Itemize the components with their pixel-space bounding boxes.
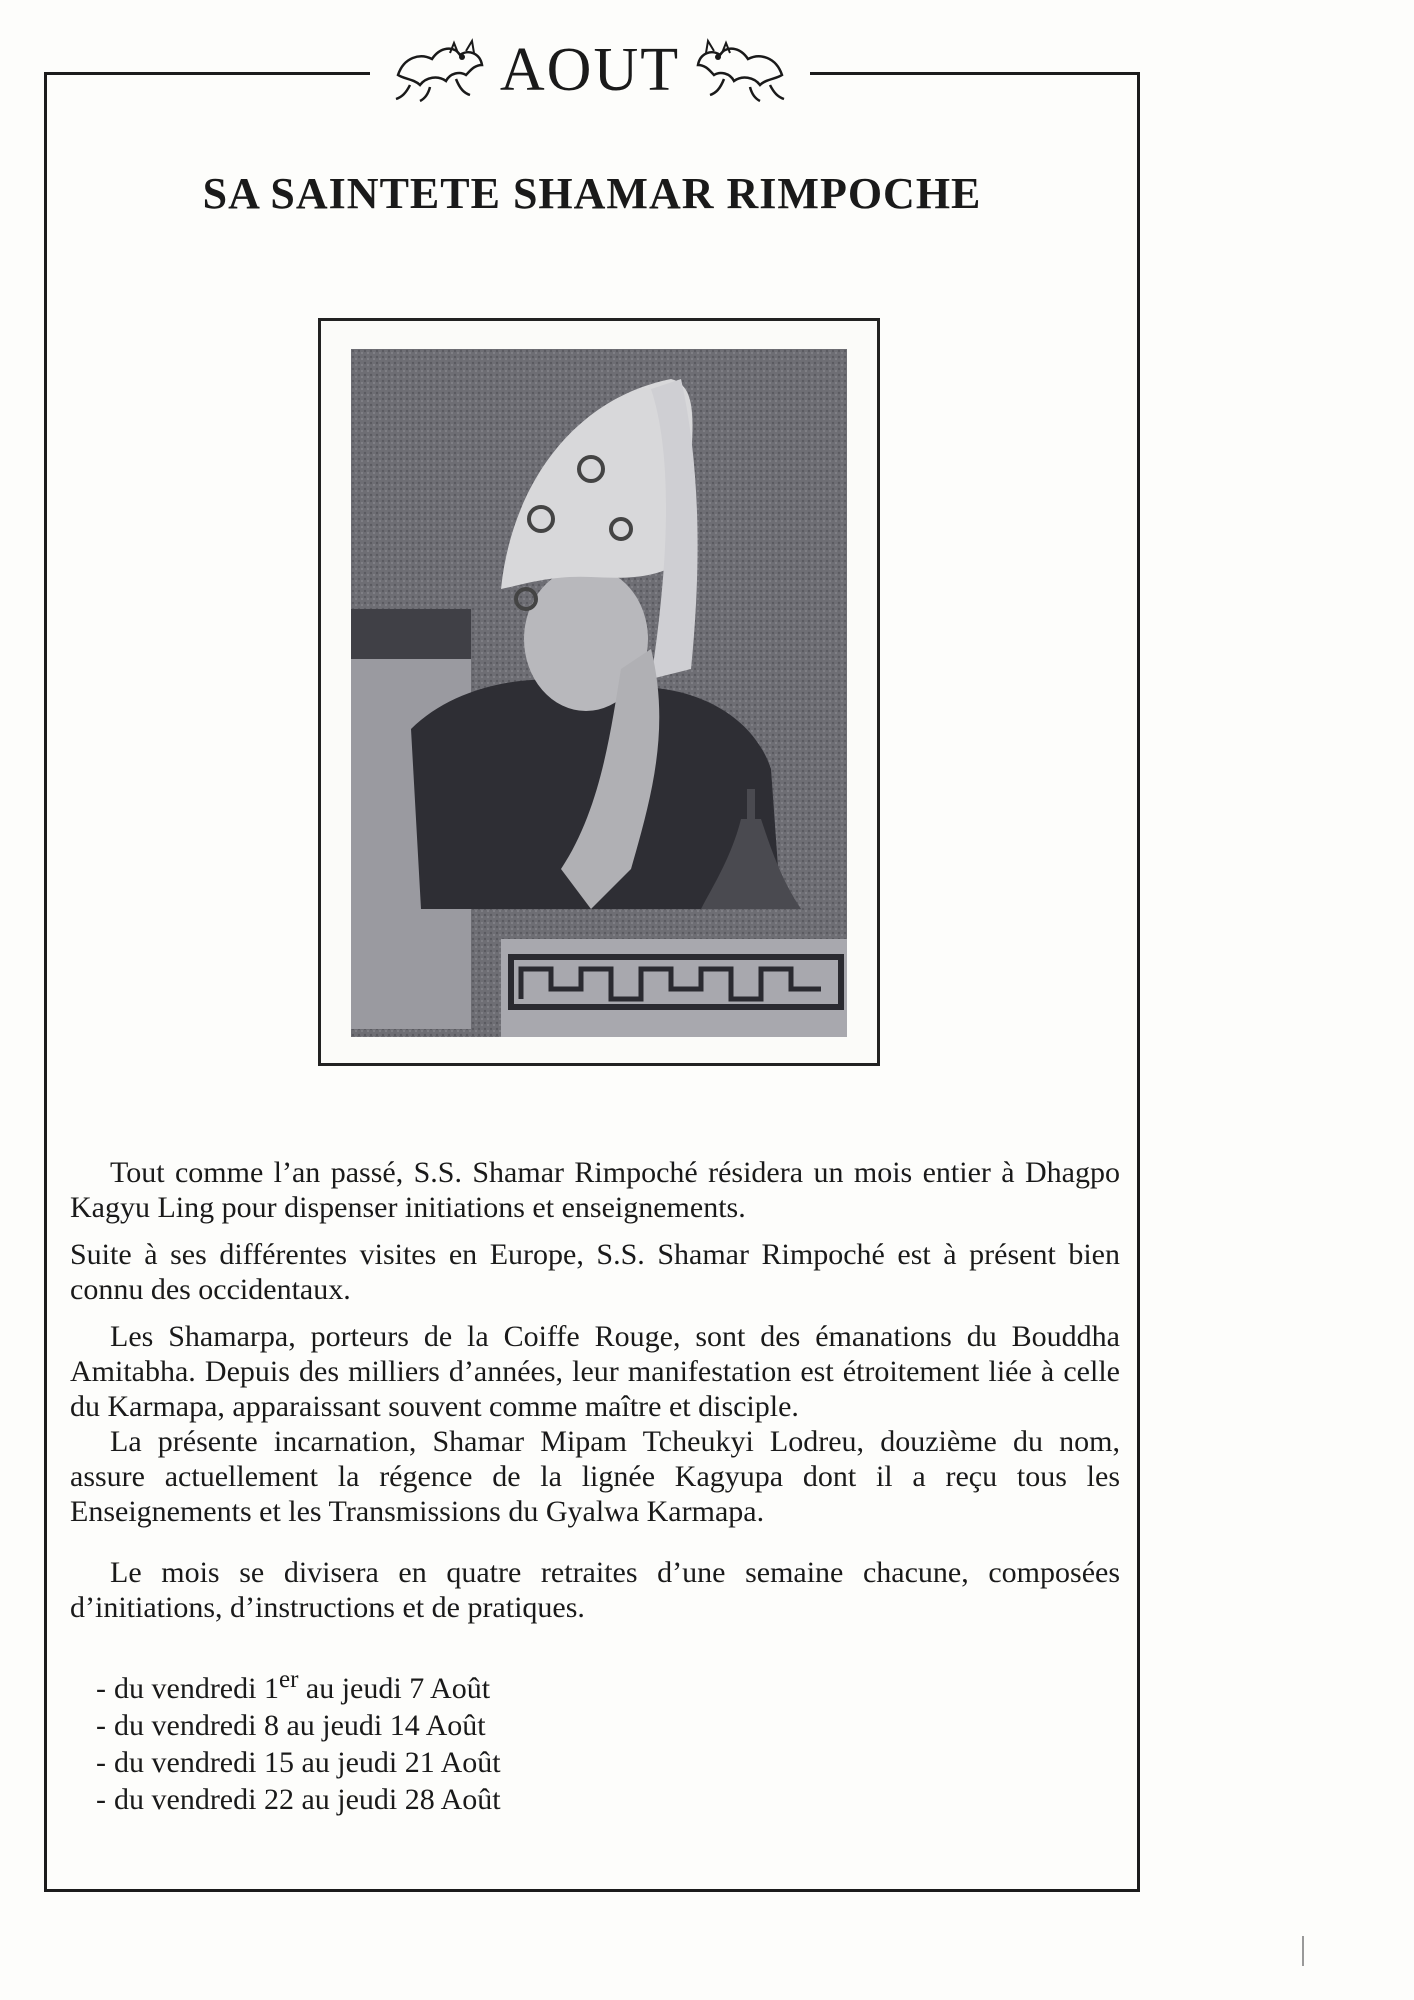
schedule-item: - du vendredi 8 au jeudi 14 Août [96,1709,486,1742]
month-header [370,20,810,120]
paragraph-visits: Suite à ses différentes visites en Europe, S.S. Shamar Rimpoché est à présent bien connu des occidentaux. [70,1238,1120,1306]
month-title: AOUT [499,36,681,104]
scan-edge-mark [1302,1936,1304,1966]
article-body [70,1155,1120,1818]
dragon-left-icon [390,35,490,105]
schedule-item: - du vendredi 22 au jeudi 28 Août [96,1783,501,1816]
dragon-right-icon [690,35,790,105]
page-headline: SA SAINTETE SHAMAR RIMPOCHE [202,169,982,218]
photo-frame [318,318,880,1066]
schedule-item: - du vendredi 1er au jeudi 7 Août [96,1666,491,1705]
portrait-photo-icon [351,349,847,1037]
paragraph-shamarpa: Les Shamarpa, porteurs de la Coiffe Rouge, sont des émanations du Bouddha Amitabha. Depuis des milliers d’années, leur manifestation est étroitement liée à celle du Karmapa, apparaissant souvent comme maître et disciple. [70,1320,1120,1423]
paragraph-incarnation: La présente incarnation, Shamar Mipam Tcheukyi Lodreu, douzième du nom, assure actuellement la régence de la lignée Kagyupa dont il a reçu tous les Enseignements et les Transmissions du Gyalwa Karmapa. [70,1425,1120,1528]
paragraph-retreats: Le mois se divisera en quatre retraites d’une semaine chacune, composées d’initiations, d’instructions et de pratiques. [70,1556,1120,1624]
schedule-item: - du vendredi 15 au jeudi 21 Août [96,1746,501,1779]
retreat-schedule-list [70,1661,1120,1818]
paragraph-intro: Tout comme l’an passé, S.S. Shamar Rimpoché résidera un mois entier à Dhagpo Kagyu Ling pour dispenser initiations et enseignements. [70,1156,1120,1224]
portrait-photo [351,349,847,1037]
